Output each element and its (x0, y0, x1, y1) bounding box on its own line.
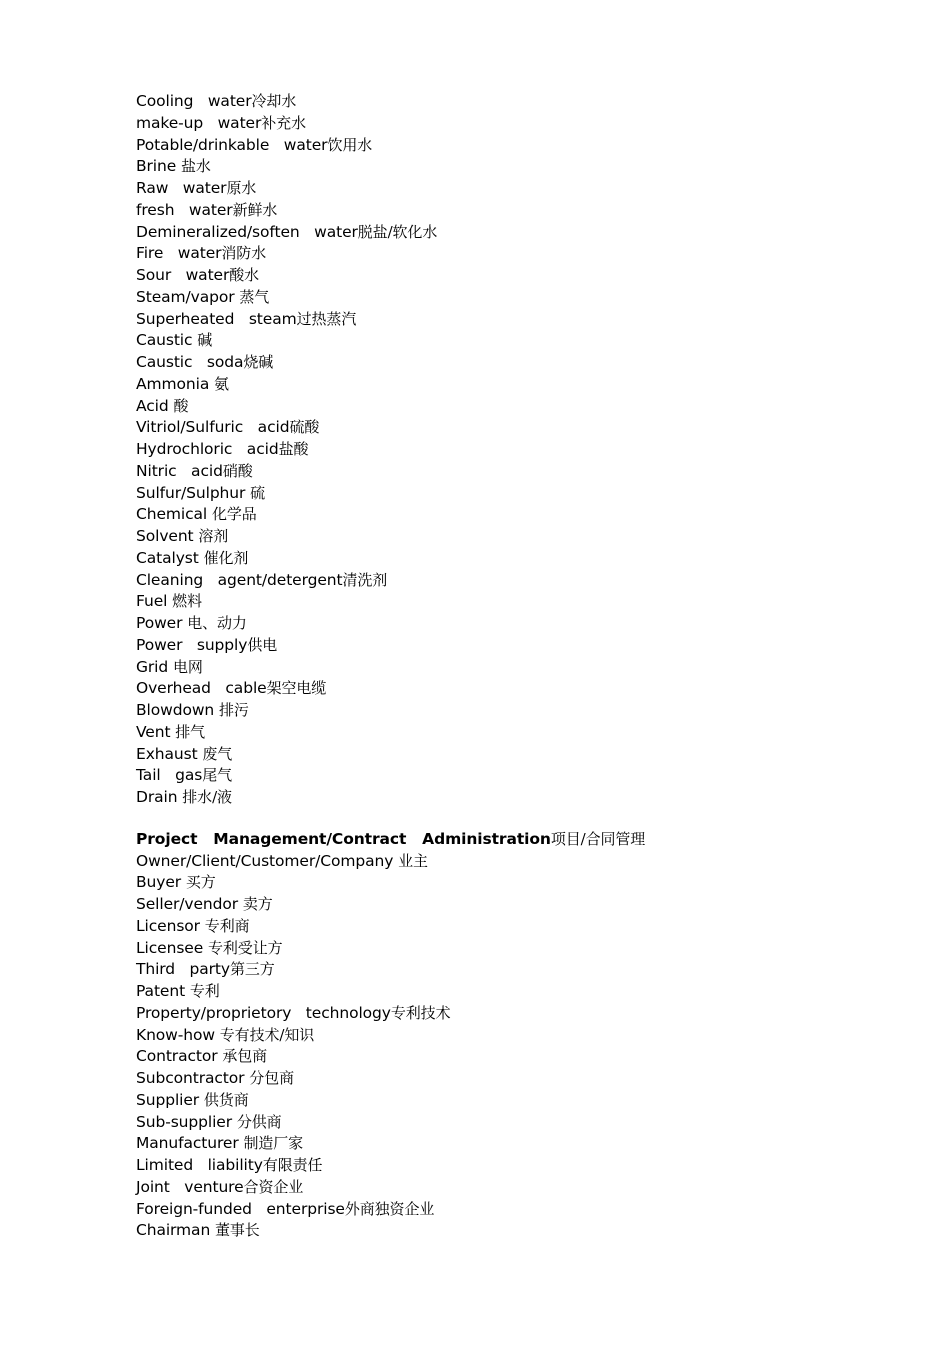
term-english: Manufacturer (136, 1134, 244, 1153)
term-chinese: 电网 (172, 657, 203, 676)
term-chinese: 合资企业 (243, 1177, 304, 1196)
term-chinese: 碱 (197, 331, 213, 350)
term-entry (136, 222, 916, 244)
term-entry (136, 135, 916, 157)
term-english: Superheated steam (136, 309, 297, 328)
term-chinese: 排污 (218, 701, 249, 719)
term-entry (136, 461, 916, 483)
utilities-term-list (136, 91, 916, 809)
term-chinese: 分包商 (249, 1069, 294, 1087)
term-chinese: 化学品 (211, 505, 257, 524)
term-entry (136, 396, 916, 418)
term-english: Power (136, 614, 188, 632)
term-entry (136, 374, 916, 396)
term-chinese: 专利商 (204, 916, 250, 935)
term-entry (136, 938, 916, 960)
term-chinese: 硫酸 (289, 418, 320, 437)
term-entry (136, 483, 916, 505)
term-english: Seller/vendor (136, 895, 243, 913)
term-english: Blowdown (136, 701, 219, 719)
term-entry (136, 330, 916, 352)
term-entry (136, 700, 916, 722)
term-chinese: 专利受让方 (208, 938, 283, 957)
term-entry (136, 1046, 916, 1068)
term-entry (136, 243, 916, 265)
term-entry (136, 1068, 916, 1090)
term-english: Raw water (136, 179, 227, 197)
term-english: Drain (136, 788, 183, 806)
term-english: make-up water (136, 113, 262, 132)
term-english: Overhead cable (136, 679, 267, 698)
term-entry (136, 613, 916, 635)
term-english: Caustic (136, 331, 198, 350)
term-chinese: 饮用水 (327, 135, 373, 154)
term-entry (136, 851, 916, 873)
term-english: Sulfur/Sulphur (136, 483, 251, 502)
term-entry (136, 156, 916, 178)
term-entry (136, 1112, 916, 1134)
term-entry (136, 265, 916, 287)
term-entry (136, 1133, 916, 1155)
term-chinese: 制造厂家 (243, 1134, 304, 1153)
term-chinese: 氨 (214, 374, 229, 393)
term-english: Licensee (136, 938, 208, 957)
term-entry (136, 1003, 916, 1025)
term-entry (136, 1025, 916, 1047)
term-english: Fuel (136, 592, 173, 611)
term-english: Owner/Client/Customer/Company (136, 851, 399, 870)
term-chinese: 蒸气 (239, 287, 270, 306)
term-entry (136, 787, 916, 809)
section-heading-en: Project Management/Contract Administration (136, 829, 551, 848)
term-english: Chairman (136, 1221, 215, 1240)
term-chinese: 消防水 (221, 244, 267, 263)
term-english: Subcontractor (136, 1069, 250, 1087)
term-chinese: 脱盐/软化水 (357, 222, 438, 241)
term-chinese: 专有技术/知识 (219, 1025, 315, 1044)
term-english: Fire water (136, 244, 222, 263)
term-entry (136, 178, 916, 200)
term-chinese: 第三方 (229, 960, 275, 979)
term-chinese: 尾气 (202, 766, 233, 785)
term-chinese: 供电 (247, 635, 278, 654)
term-entry (136, 1155, 916, 1177)
term-english: Potable/drinkable water (136, 135, 328, 154)
term-chinese: 烧碱 (243, 353, 274, 371)
term-chinese: 电、动力 (187, 614, 247, 632)
term-entry (136, 548, 916, 570)
term-entry (136, 1199, 916, 1221)
term-entry (136, 678, 916, 700)
term-chinese: 酸 (173, 396, 189, 415)
term-english: Know-how (136, 1025, 220, 1044)
term-entry (136, 959, 916, 981)
term-chinese: 过热蒸汽 (296, 309, 357, 328)
term-entry (136, 1090, 916, 1112)
term-entry (136, 894, 916, 916)
term-entry (136, 916, 916, 938)
term-english: fresh water (136, 200, 233, 219)
term-chinese: 酸水 (229, 266, 260, 284)
term-english: Supplier (136, 1090, 204, 1109)
term-entry (136, 309, 916, 331)
term-entry (136, 570, 916, 592)
term-chinese: 硫 (250, 483, 266, 502)
project-management-term-list (136, 851, 916, 1243)
term-english: Ammonia (136, 374, 215, 393)
term-chinese: 承包商 (222, 1047, 268, 1066)
term-english: Property/proprietory technology (136, 1003, 391, 1022)
section-heading-zh: 项目/合同管理 (550, 829, 646, 848)
term-entry (136, 1177, 916, 1199)
term-chinese: 补充水 (261, 113, 306, 132)
term-chinese: 买方 (185, 873, 216, 892)
term-chinese: 冷却水 (251, 92, 297, 110)
term-english: Caustic soda (136, 353, 244, 371)
term-entry (136, 657, 916, 679)
term-chinese: 硝酸 (222, 461, 253, 480)
term-english: Grid (136, 657, 173, 676)
term-entry (136, 200, 916, 222)
term-english: Limited liability (136, 1156, 263, 1174)
term-english: Brine (136, 157, 181, 176)
term-chinese: 专利技术 (390, 1003, 451, 1022)
term-english: Licensor (136, 916, 205, 935)
term-chinese: 有限责任 (262, 1156, 323, 1174)
term-english: Exhaust (136, 744, 203, 763)
term-chinese: 专利 (189, 982, 220, 1000)
term-chinese: 卖方 (242, 895, 273, 913)
term-english: Cooling water (136, 92, 252, 110)
term-entry (136, 872, 916, 894)
term-english: Joint venture (136, 1177, 244, 1196)
term-english: Buyer (136, 873, 186, 892)
section-heading (136, 829, 916, 851)
term-chinese: 溶剂 (198, 527, 229, 545)
term-chinese: 分供商 (236, 1112, 282, 1131)
term-entry (136, 287, 916, 309)
term-chinese: 架空电缆 (266, 679, 327, 698)
term-chinese: 业主 (398, 851, 428, 870)
term-entry (136, 722, 916, 744)
term-english: Chemical (136, 505, 212, 524)
term-chinese: 催化剂 (203, 548, 249, 567)
section-spacer (136, 809, 916, 829)
term-chinese: 盐水 (181, 157, 211, 176)
term-chinese: 燃料 (172, 592, 202, 611)
term-entry (136, 91, 916, 113)
term-chinese: 供货商 (203, 1090, 249, 1109)
term-english: Patent (136, 982, 190, 1000)
term-english: Vitriol/Sulfuric acid (136, 418, 290, 437)
term-english: Tail gas (136, 766, 203, 785)
glossary-document (136, 91, 916, 1242)
term-entry (136, 352, 916, 374)
term-entry (136, 504, 916, 526)
term-english: Steam/vapor (136, 287, 240, 306)
term-chinese: 排水/液 (182, 788, 232, 806)
term-english: Power supply (136, 635, 248, 654)
term-english: Nitric acid (136, 461, 223, 480)
term-entry (136, 417, 916, 439)
term-chinese: 废气 (202, 744, 233, 763)
term-english: Hydrochloric acid (136, 440, 279, 458)
term-entry (136, 765, 916, 787)
term-entry (136, 439, 916, 461)
term-english: Contractor (136, 1047, 223, 1066)
term-chinese: 新鲜水 (232, 200, 278, 219)
term-english: Catalyst (136, 548, 204, 567)
term-entry (136, 591, 916, 613)
term-chinese: 外商独资企业 (344, 1199, 435, 1218)
term-english: Demineralized/soften water (136, 222, 358, 241)
term-english: Foreign-funded enterprise (136, 1199, 345, 1218)
term-english: Sub-supplier (136, 1112, 237, 1131)
term-chinese: 董事长 (215, 1221, 260, 1240)
term-chinese: 清洗剂 (342, 570, 388, 589)
term-english: Sour water (136, 266, 230, 284)
term-chinese: 盐酸 (278, 440, 309, 458)
term-english: Solvent (136, 527, 199, 545)
term-english: Acid (136, 396, 174, 415)
term-chinese: 原水 (226, 179, 257, 197)
term-entry (136, 113, 916, 135)
term-english: Cleaning agent/detergent (136, 570, 343, 589)
term-chinese: 排气 (175, 722, 206, 741)
term-english: Vent (136, 722, 176, 741)
term-entry (136, 526, 916, 548)
term-entry (136, 1220, 916, 1242)
term-english: Third party (136, 960, 230, 979)
term-entry (136, 635, 916, 657)
term-entry (136, 744, 916, 766)
term-entry (136, 981, 916, 1003)
